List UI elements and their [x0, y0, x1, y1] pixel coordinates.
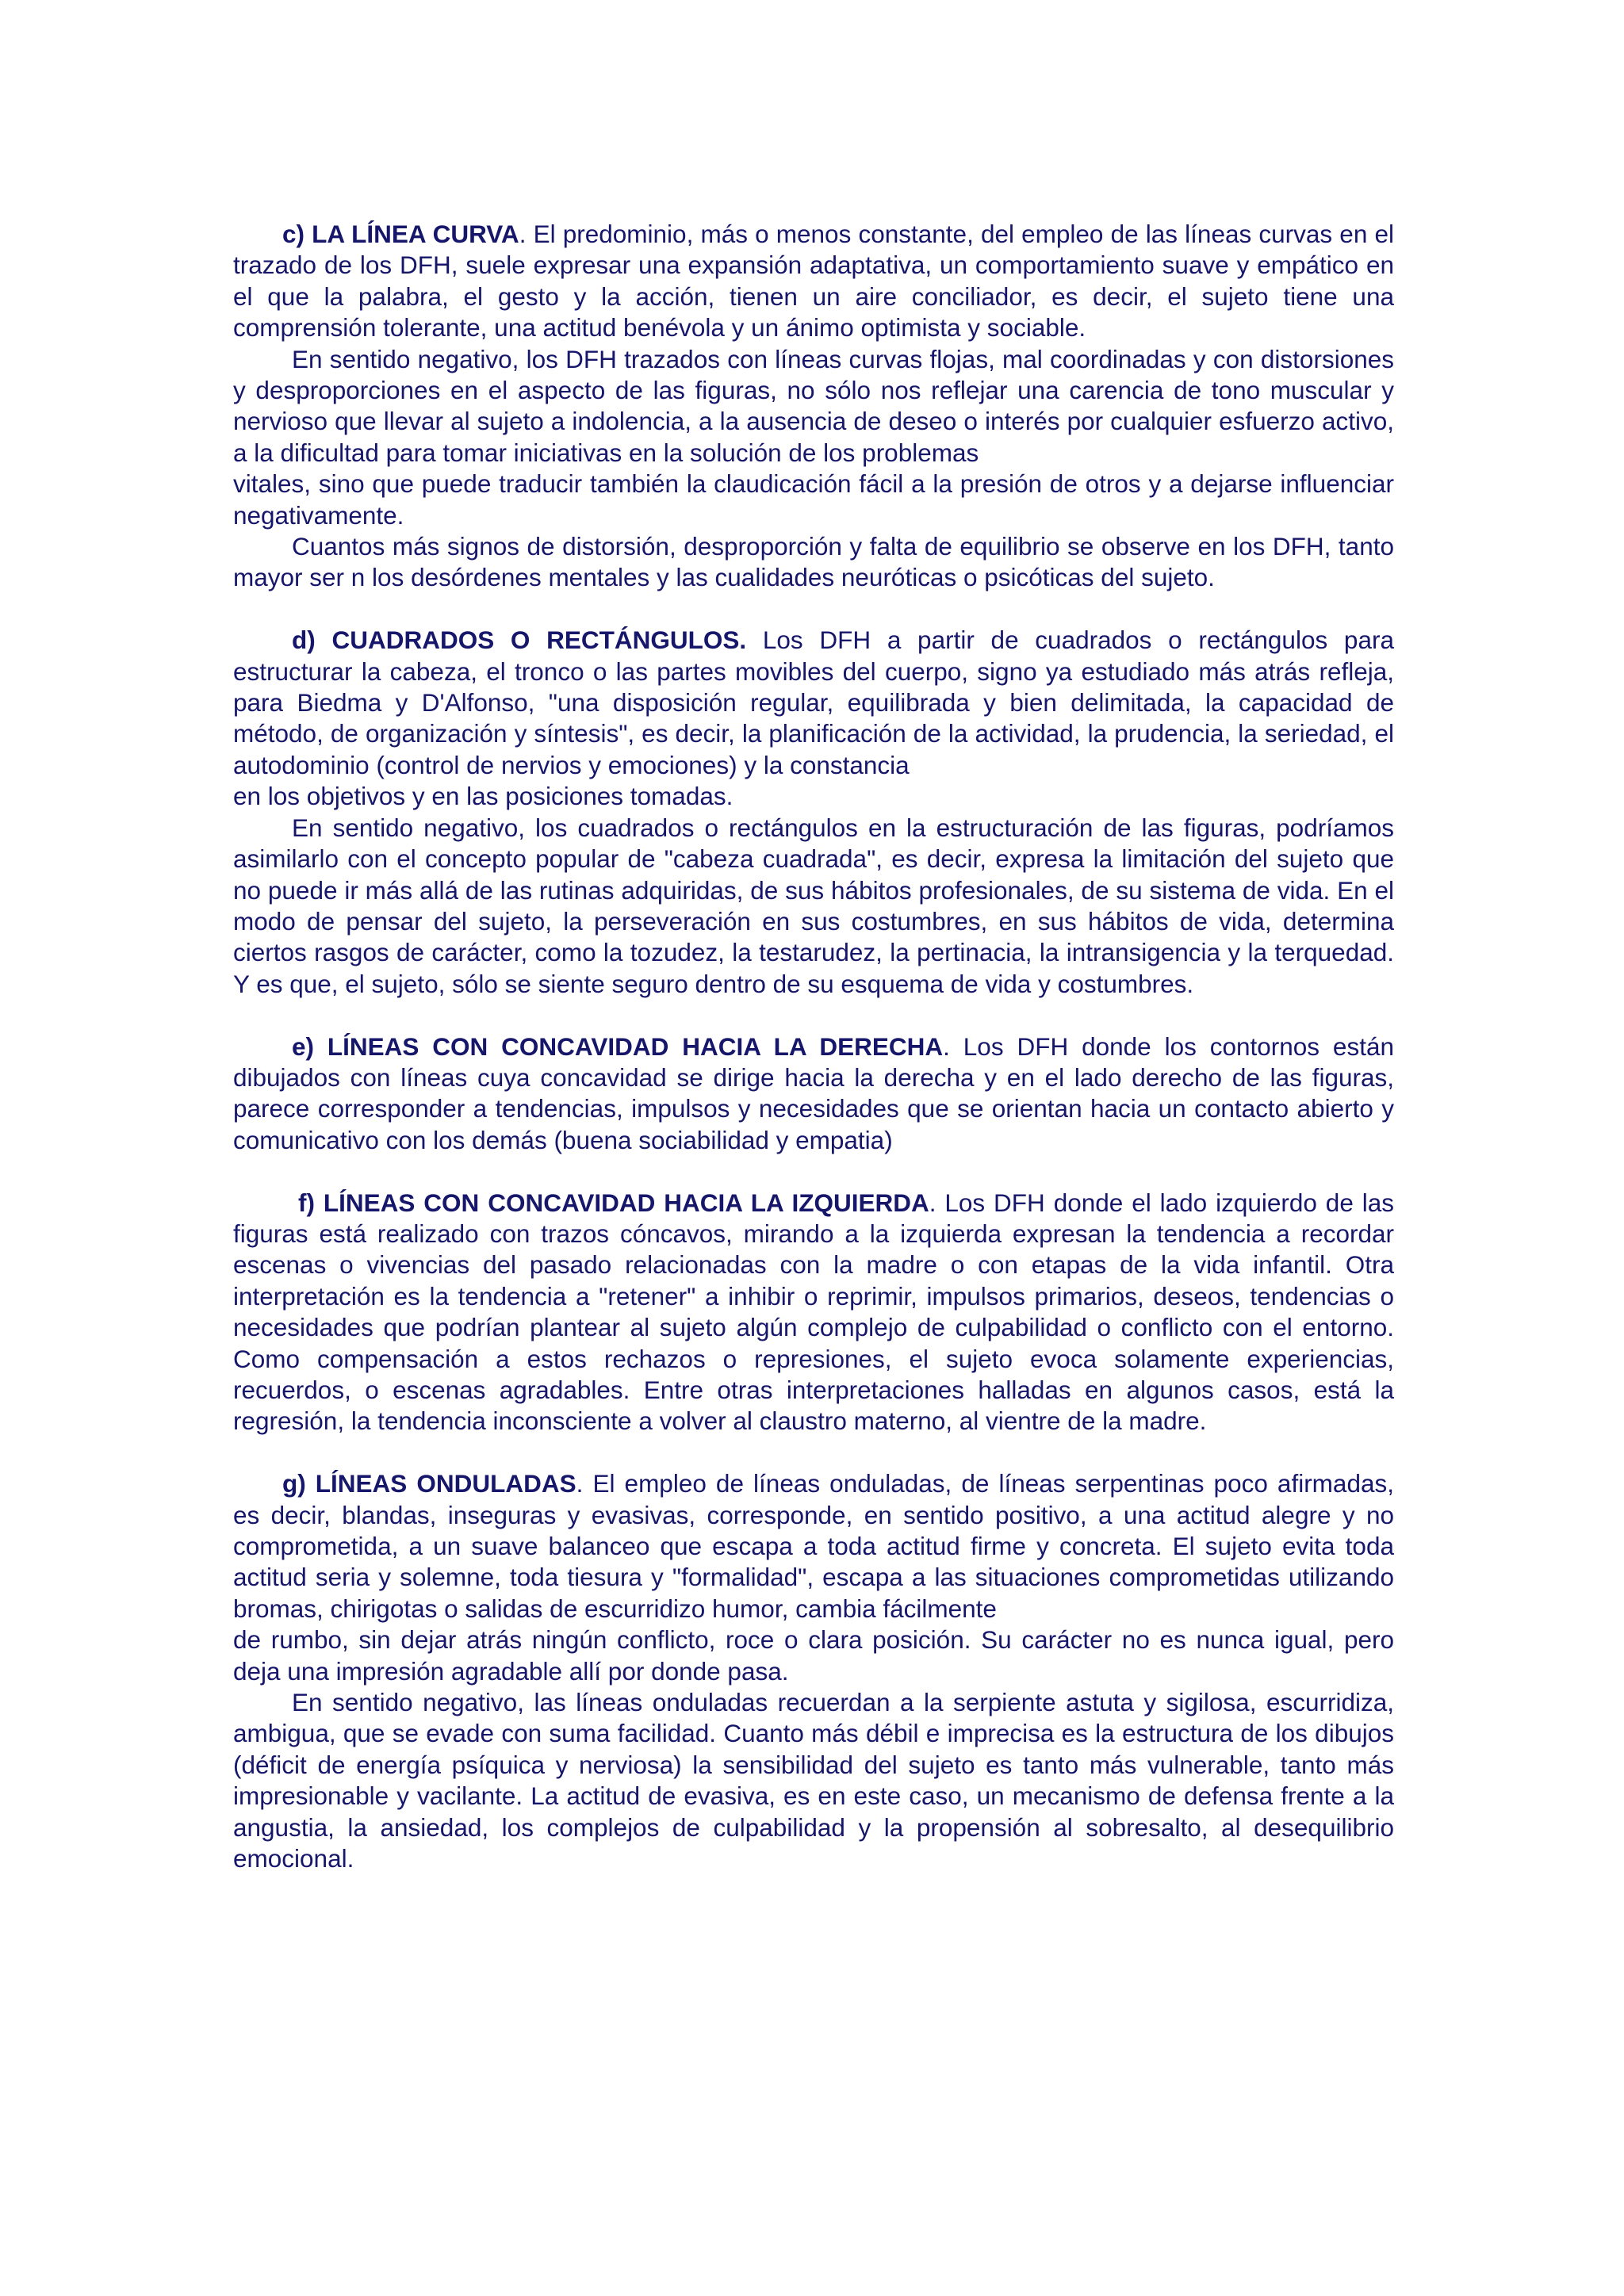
section-d-text-1b: en los objetivos y en las posiciones tomadas.	[233, 782, 733, 811]
section-f-heading: f) LÍNEAS CON CONCAVIDAD HACIA LA IZQUIERDA	[298, 1188, 929, 1217]
section-f-text: . Los DFH donde el lado izquierdo de las figuras está realizado con trazos cóncavos, mirando a la izquierda expresan la tendencia a recordar escenas o vivencias del pasado relacionadas con la madre o con etapas de la vida infantil. Otra interpretación es la tendencia a "retener" a inhibir o reprimir, impulsos primarios, deseos, tendencias o necesidades que podrían plantear al sujeto algún complejo de culpabilidad o conflicto con el entorno. Como compensación a estos rechazos o represiones, el sujeto evoca solamente experiencias, recuerdos, o escenas agradables. Entre otras interpretaciones halladas en algunos casos, está la regresión, la tendencia inconsciente a volver al claustro materno, al vientre de la madre.	[233, 1188, 1395, 1436]
section-gap	[233, 1437, 1394, 1468]
section-c-text-2a: En sentido negativo, los DFH trazados con líneas curvas flojas, mal coordinadas y con distorsiones y desproporciones en el aspecto de las figuras, no sólo nos reflejar una carencia de tono muscular y nervioso que llevar al sujeto a indolencia, a la ausencia de deseo o interés por cualquier esfuerzo activo, a la dificultad para tomar iniciativas en la solución de los problemas	[233, 344, 1394, 467]
section-g-text-1a: . El empleo de líneas onduladas, de líneas serpentinas poco afirmadas, es decir, blandas, inseguras y evasivas, corresponde, en sentido positivo, a una actitud alegre y no comprometida, a un suave balanceo que escapa a toda actitud firme y concreta. El sujeto evita toda actitud seria y solemne, toda tiesura y "formalidad", escapa a las situaciones comprometidas utilizando bromas, chirigotas o salidas de escurridizo humor, cambia fácilmente	[233, 1469, 1394, 1623]
section-d-text-1a: Los DFH a partir de cuadrados o rectángulos para estructurar la cabeza, el tronco o las partes movibles del cuerpo, signo ya estudiado más atrás refleja, para Biedma y D'Alfonso, "una disposición regular, equilibrada y bien delimitada, la capacidad de método, de organización y síntesis", es decir, la planificación de la actividad, la prudencia, la seriedad, el autodominio (control de nervios y emociones) y la constancia	[233, 626, 1394, 779]
document-page	[233, 219, 1394, 1874]
section-gap	[233, 594, 1394, 625]
section-gap	[233, 1000, 1394, 1031]
section-c-text-2b: vitales, sino que puede traducir también la claudicación fácil a la presión de otros y a dejarse influenciar negativamente.	[233, 469, 1394, 530]
section-g-paragraph-1	[233, 1468, 1394, 1687]
section-c-paragraph-1	[233, 219, 1394, 344]
section-e-paragraph-1	[233, 1031, 1394, 1157]
section-gap	[233, 1156, 1394, 1187]
section-c-paragraph-2	[233, 344, 1394, 531]
section-g-heading: g) LÍNEAS ONDULADAS	[282, 1469, 576, 1498]
section-e-heading: e) LÍNEAS CON CONCAVIDAD HACIA LA DERECHA	[292, 1031, 944, 1061]
section-d-heading: d) CUADRADOS O RECTÁNGULOS.	[292, 626, 747, 655]
section-c-heading: c) LA LÍNEA CURVA	[282, 220, 519, 248]
section-e-text: . Los DFH donde los contornos están dibujados con líneas cuya concavidad se dirige hacia la derecha y en el lado derecho de las figuras, parece corresponder a tendencias, impulsos y necesidades que se orientan hacia un contacto abierto y comunicativo con los demás (buena sociabilidad y empatia)	[233, 1031, 1394, 1154]
section-d-paragraph-2: En sentido negativo, los cuadrados o rectángulos en la estructuración de las figuras, podríamos asimilarlo con el concepto popular de "cabeza cuadrada", es decir, expresa la limitación del sujeto que no puede ir más allá de las rutinas adquiridas, de sus hábitos profesionales, de su sistema de vida. En el modo de pensar del sujeto, la perseveración en sus costumbres, en sus hábitos de vida, determina ciertos rasgos de carácter, como la tozudez, la testarudez, la pertinacia, la intransigencia y la terquedad. Y es que, el sujeto, sólo se siente seguro dentro de su esquema de vida y costumbres.	[233, 813, 1394, 998]
section-g-paragraph-2: En sentido negativo, las líneas onduladas recuerdan a la serpiente astuta y sigilosa, escurridiza, ambigua, que se evade con suma facilidad. Cuanto más débil e imprecisa es la estructura de los dibujos (déficit de energía psíquica y nerviosa) la sensibilidad del sujeto es tanto más vulnerable, tanto más impresionable y vacilante. La actitud de evasiva, es en este caso, un mecanismo de defensa frente a la angustia, la ansiedad, los complejos de culpabilidad y la propensión al sobresalto, al desequilibrio emocional.	[233, 1688, 1394, 1873]
section-g-text-1b: de rumbo, sin dejar atrás ningún conflicto, roce o clara posición. Su carácter no es nunca igual, pero deja una impresión agradable allí por donde pasa.	[233, 1625, 1394, 1686]
section-d-paragraph-1	[233, 625, 1394, 812]
section-f-paragraph-1	[233, 1188, 1394, 1437]
section-c-paragraph-3: Cuantos más signos de distorsión, desproporción y falta de equilibrio se observe en los DFH, tanto mayor ser n los desórdenes mentales y las cualidades neuróticas o psicóticas del sujeto.	[233, 532, 1394, 592]
section-c-text: . El predominio, más o menos constante, del empleo de las líneas curvas en el trazado de los DFH, suele expresar una expansión adaptativa, un comportamiento suave y empático en el que la palabra, el gesto y la acción, tienen un aire conciliador, es decir, el sujeto tiene una comprensión tolerante, una actitud benévola y un ánimo optimista y sociable.	[233, 220, 1394, 342]
